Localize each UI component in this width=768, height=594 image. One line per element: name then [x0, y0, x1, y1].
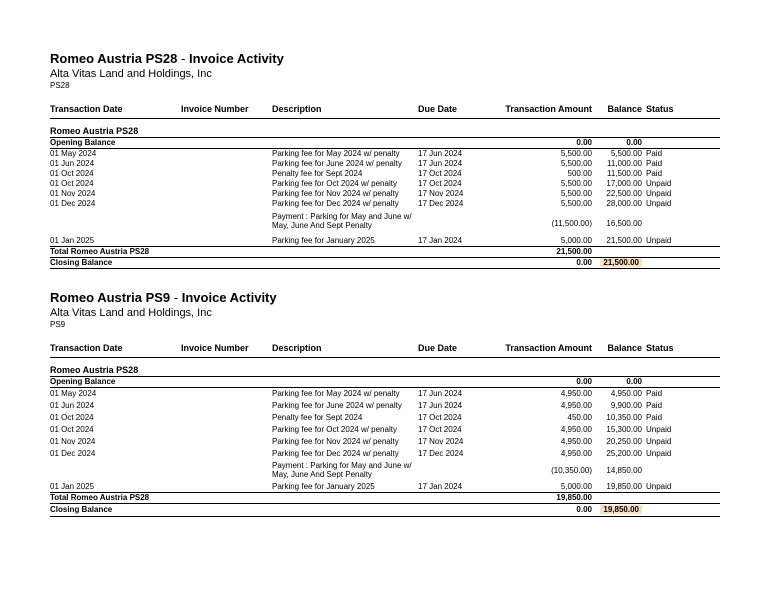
col-balance: Balance [607, 104, 642, 114]
table-row: 01 May 2024 Parking fee for May 2024 w/ penalty 17 Jun 2024 5,500.00 5,500.00 Paid [50, 149, 663, 158]
table-row: 01 Nov 2024 Parking fee for Nov 2024 w/ penalty 17 Nov 2024 5,500.00 22,500.00 Unpaid [50, 189, 672, 198]
table-row: 01 Oct 2024 Penalty fee for Sept 2024 17 Oct 2024 500.00 11,500.00 Paid [50, 169, 663, 178]
col-transaction-date: Transaction Date [50, 104, 123, 114]
report-title: Romeo Austria PS28 - Invoice Activity [50, 51, 284, 66]
company-name: Alta Vitas Land and Holdings, Inc [50, 68, 212, 80]
table-row: 01 Jan 2025 Parking fee for January 2025 17 Jan 2024 5,000.00 21,500.00 Unpaid [50, 236, 672, 245]
table-row: 01 Oct 2024 Penalty fee for Sept 2024 17 Oct 2024 450.00 10,350.00 Paid [50, 413, 663, 422]
total-row: Total Romeo Austria PS28 21,500.00 [50, 246, 720, 257]
table-row: 01 Dec 2024 Parking fee for Dec 2024 w/ penalty 17 Dec 2024 5,500.00 28,000.00 Unpaid [50, 199, 672, 208]
table-row: 01 Nov 2024 Parking fee for Nov 2024 w/ penalty 17 Nov 2024 4,950.00 20,250.00 Unpaid [50, 437, 672, 446]
col-due-date: Due Date [418, 343, 458, 353]
col-status: Status [646, 104, 674, 114]
transaction-list [50, 376, 720, 517]
col-invoice-number: Invoice Number [181, 343, 249, 353]
col-invoice-number: Invoice Number [181, 104, 249, 114]
payment-row: Payment : Parking for May and June w/ May, June And Sept Penalty (10,350.00) 14,850.00 [272, 461, 642, 479]
table-row: 01 Oct 2024 Parking fee for Oct 2024 w/ penalty 17 Oct 2024 4,950.00 15,300.00 Unpaid [50, 425, 672, 434]
closing-balance-row: Closing Balance 0.00 19,850.00 [50, 503, 720, 517]
table-row: 01 Jun 2024 Parking fee for June 2024 w/ penalty 17 Jun 2024 4,950.00 9,900.00 Paid [50, 401, 663, 410]
col-transaction-date: Transaction Date [50, 343, 123, 353]
column-header [50, 343, 720, 358]
col-transaction-amount: Transaction Amount [505, 104, 592, 114]
col-due-date: Due Date [418, 104, 458, 114]
report-code: PS9 [50, 320, 66, 329]
report-ps9 [50, 289, 720, 517]
col-transaction-amount: Transaction Amount [505, 343, 592, 353]
report-ps28 [50, 50, 720, 269]
opening-balance-row: Opening Balance 0.00 0.00 [50, 137, 720, 149]
group-label: Romeo Austria PS28 [50, 126, 139, 136]
payment-row: Payment : Parking for May and June w/ May, June And Sept Penalty (11,500.00) 16,500.00 [272, 212, 642, 230]
closing-balance-row: Closing Balance 0.00 21,500.00 [50, 257, 720, 269]
total-row: Total Romeo Austria PS28 19,850.00 [50, 492, 720, 503]
col-balance: Balance [607, 343, 642, 353]
closing-balance-highlight: 19,850.00 [600, 505, 642, 514]
column-header [50, 104, 720, 119]
table-row: 01 Oct 2024 Parking fee for Oct 2024 w/ penalty 17 Oct 2024 5,500.00 17,000.00 Unpaid [50, 179, 672, 188]
table-row: 01 May 2024 Parking fee for May 2024 w/ penalty 17 Jun 2024 4,950.00 4,950.00 Paid [50, 389, 663, 398]
col-description: Description [272, 104, 322, 114]
closing-balance-highlight: 21,500.00 [600, 258, 642, 267]
table-row: 01 Jun 2024 Parking fee for June 2024 w/ penalty 17 Jun 2024 5,500.00 11,000.00 Paid [50, 159, 663, 168]
company-name: Alta Vitas Land and Holdings, Inc [50, 307, 212, 319]
opening-balance-row: Opening Balance 0.00 0.00 [50, 376, 720, 388]
report-title: Romeo Austria PS9 - Invoice Activity [50, 290, 277, 305]
table-row: 01 Jan 2025 Parking fee for January 2025 17 Jan 2024 5,000.00 19,850.00 Unpaid [50, 482, 672, 491]
transaction-list [50, 137, 720, 269]
col-description: Description [272, 343, 322, 353]
col-status: Status [646, 343, 674, 353]
group-label: Romeo Austria PS28 [50, 365, 139, 375]
report-code: PS28 [50, 81, 70, 90]
table-row: 01 Dec 2024 Parking fee for Dec 2024 w/ penalty 17 Dec 2024 4,950.00 25,200.00 Unpaid [50, 449, 672, 458]
